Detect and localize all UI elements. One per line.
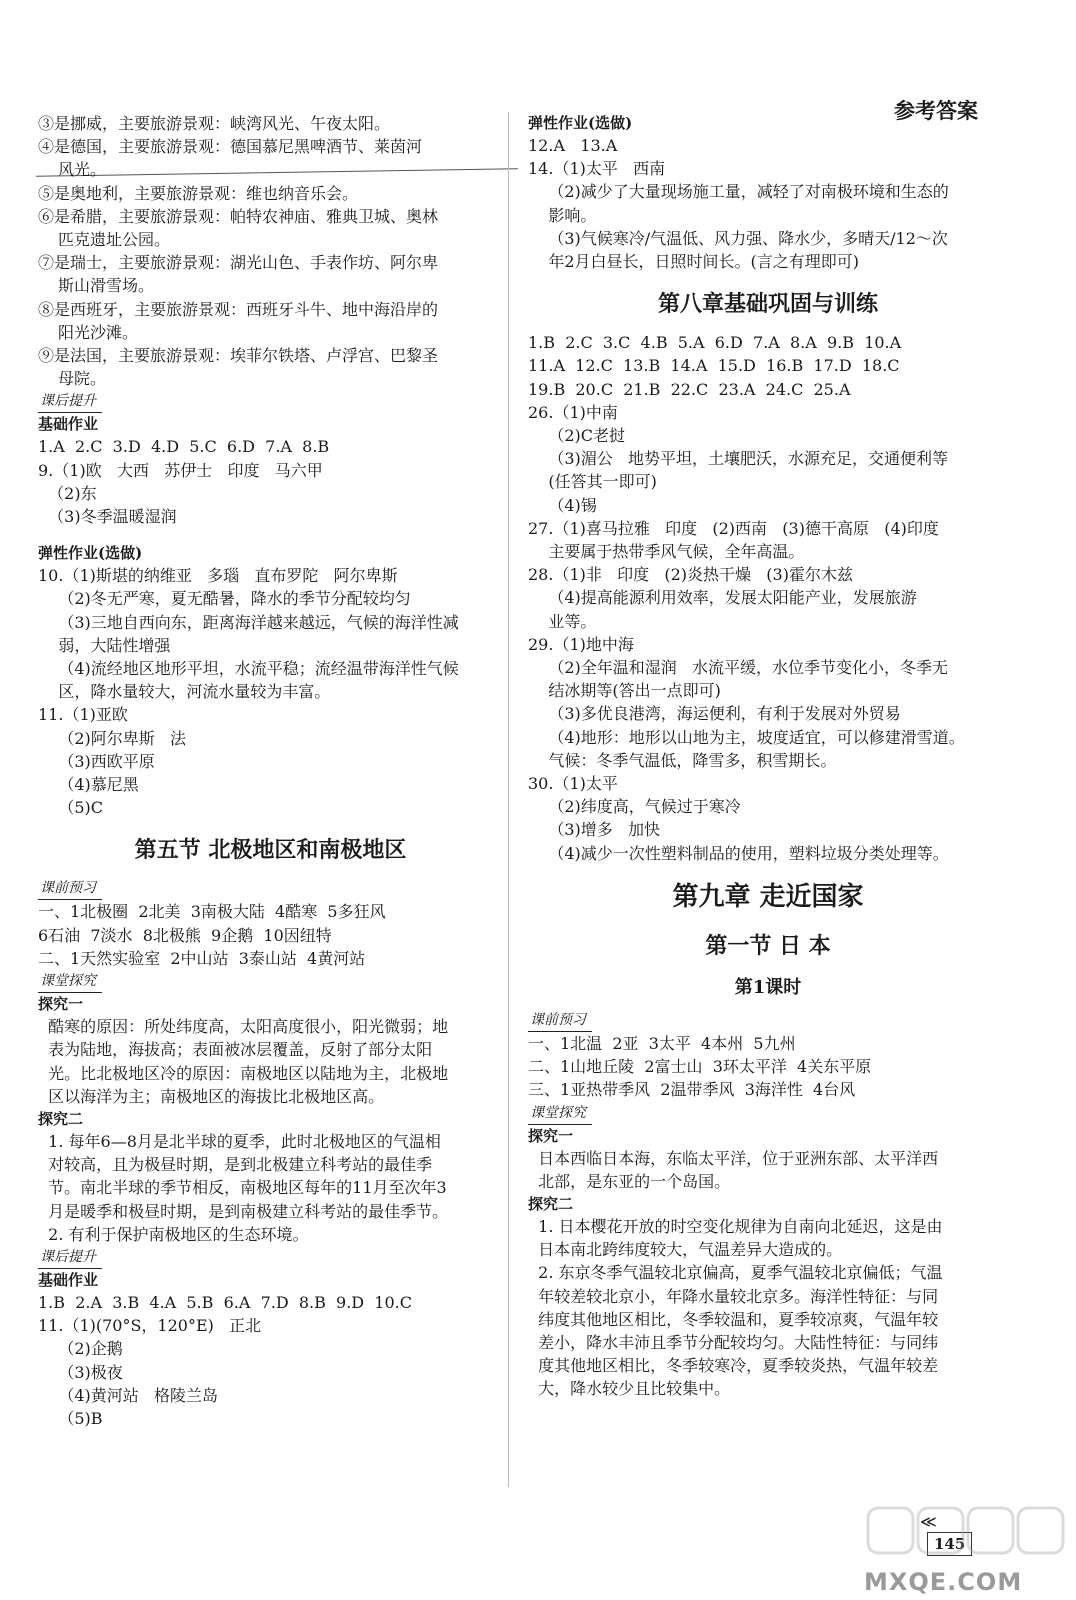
chapter-title: 第九章 走近国家 xyxy=(672,881,864,912)
subsection-label: 基础作业 xyxy=(38,415,99,434)
answer-line: 年2月白昼长，日照时间长。(言之有理即可) xyxy=(528,252,860,272)
answer-line: 母院。 xyxy=(58,369,107,389)
column-divider xyxy=(508,112,509,1487)
answer-line: （4)减少一次性塑料制品的使用，塑料垃圾分类处理等。 xyxy=(528,843,949,863)
answer-line: 30.（1)太平 xyxy=(528,774,618,794)
answer-line: 9.（1)欧 大西 苏伊士 印度 马六甲 xyxy=(38,460,323,480)
page-arrow-icon: ≪ xyxy=(920,1512,937,1531)
answer-line: （2)东 xyxy=(38,483,97,503)
answer-line: 11.（1)亚欧 xyxy=(38,705,128,725)
answer-line: 2. 有利于保护南极地区的生态环境。 xyxy=(38,1224,309,1244)
answer-line: ⑧是西班牙，主要旅游景观：西班牙斗牛、地中海沿岸的 xyxy=(38,299,439,319)
answer-line: 一、1北温 2亚 3太平 4本州 5九州 xyxy=(528,1033,796,1053)
section-stamp: 课前预习 xyxy=(528,1009,592,1032)
answer-line: 1. 日本樱花开放的时空变化规律为自南向北延迟，这是由 xyxy=(528,1216,943,1236)
answer-line: 11.A 12.C 13.B 14.A 15.D 16.B 17.D 18.C xyxy=(528,356,900,376)
subsection-label: 弹性作业(选做) xyxy=(38,544,143,563)
answer-line: （3)三地自西向东，距离海洋越来越远，气候的海洋性减 xyxy=(38,612,459,632)
lesson-title: 第1课时 xyxy=(734,976,802,998)
answer-line: 大，降水较少且比较集中。 xyxy=(528,1379,731,1399)
subsection-label: 探究一 xyxy=(38,995,84,1014)
answer-line: ⑦是瑞士，主要旅游景观：湖光山色、手表作坊、阿尔卑 xyxy=(38,253,439,273)
answer-line: （3)极夜 xyxy=(38,1362,123,1382)
answer-line: 28.（1)非 印度 (2)炎热干燥 (3)霍尔木兹 xyxy=(528,565,853,585)
answer-line: 匹克遗址公园。 xyxy=(58,230,171,250)
subsection-label: 弹性作业(选做) xyxy=(528,114,633,132)
section-stamp: 课后提升 xyxy=(38,1246,102,1269)
answer-line: 业等。 xyxy=(528,611,597,631)
answer-line: 二、1山地丘陵 2富士山 3环太平洋 4关东平原 xyxy=(528,1057,872,1077)
section-stamp: 课堂探究 xyxy=(38,970,102,993)
answer-line: 区，降水量较大，河流水量较为丰富。 xyxy=(38,682,331,702)
answer-line: （4)提高能源利用效率，发展太阳能产业，发展旅游 xyxy=(528,588,917,608)
answer-line: （4)慕尼黑 xyxy=(38,775,139,795)
watermark-text: MXQE.COM xyxy=(864,1568,1023,1596)
answer-line: （3)多优良港湾，海运便利，有利于发展对外贸易 xyxy=(528,704,901,724)
page-number: 145 xyxy=(927,1532,972,1556)
answer-line: 日本西临日本海，东临太平洋，位于亚洲东部、太平洋西 xyxy=(528,1148,939,1168)
answer-line: （4)流经地区地形平坦，水流平稳；流经温带海洋性气候 xyxy=(38,659,459,679)
answer-line: 1. 每年6—8月是北半球的夏季，此时北极地区的气温相 xyxy=(38,1131,441,1151)
answer-line: （2)全年温和湿润 水流平缓，水位季节变化小，冬季无 xyxy=(528,658,949,678)
answer-line: （2)C老挝 xyxy=(528,426,626,446)
answer-line: （2)减少了大量现场施工量，减轻了对南极环境和生态的 xyxy=(528,182,949,202)
answer-line: 1.A 2.C 3.D 4.D 5.C 6.D 7.A 8.B xyxy=(38,437,330,457)
subsection-label: 探究二 xyxy=(38,1109,84,1128)
answer-line: 光。比北极地区冷的原因：南极地区以陆地为主，北极地 xyxy=(38,1063,449,1083)
answer-line: （3)气候寒冷/气温低、风力强、降水少，多晴天/12～次 xyxy=(528,228,948,248)
answer-line: 弱，大陆性增强 xyxy=(38,635,171,655)
answer-line: 对较高，且为极昼时期，是到北极建立科考站的最佳季 xyxy=(38,1155,433,1175)
section-stamp: 课堂探究 xyxy=(528,1102,592,1125)
right-column xyxy=(528,112,1008,1401)
answer-line: （3)西欧平原 xyxy=(38,751,155,771)
answer-line: 14.（1)太平 西南 xyxy=(528,159,666,179)
answer-line: 年较差较北京小，年降水量较北京多。海洋性特征：与同 xyxy=(528,1286,939,1306)
answer-line: （4)地形：地形以山地为主，坡度适宜，可以修建滑雪道。 xyxy=(528,727,965,747)
answer-line: 差小，降水丰沛且季节分配较均匀。大陆性特征：与同纬 xyxy=(528,1332,939,1352)
answer-line: 北部，是东亚的一个岛国。 xyxy=(528,1171,731,1191)
answer-line: 12.A 13.A xyxy=(528,136,618,155)
answer-line: 一、1北极圈 2北美 3南极大陆 4酷寒 5多狂风 xyxy=(38,902,386,922)
answer-line: （3)冬季温暖湿润 xyxy=(38,507,177,527)
subsection-label: 探究一 xyxy=(528,1126,574,1145)
answer-block xyxy=(38,112,503,390)
answer-line: （2)企鹅 xyxy=(38,1339,123,1359)
answer-line: 10.（1)斯堪的纳维亚 多瑙 直布罗陀 阿尔卑斯 xyxy=(38,566,398,586)
answer-line: （5)B xyxy=(38,1408,103,1428)
answer-line: 三、1亚热带季风 2温带季风 3海洋性 4台风 xyxy=(528,1080,856,1100)
answer-line: 主要属于热带季风气候，全年高温。 xyxy=(528,542,805,562)
answer-line: 度其他地区相比，冬季较寒冷，夏季较炎热，气温年较差 xyxy=(528,1356,939,1376)
answer-line: （2)纬度高，气候过于寒冷 xyxy=(528,797,741,817)
answer-line: （4)锡 xyxy=(528,495,597,515)
answer-line: 纬度其他地区相比，冬季较温和，夏季较凉爽，气温年较 xyxy=(528,1309,939,1329)
left-column xyxy=(38,112,503,1430)
answer-line: ⑨是法国，主要旅游景观：埃菲尔铁塔、卢浮宫、巴黎圣 xyxy=(38,346,439,366)
answer-line: 二、1天然实验室 2中山站 3泰山站 4黄河站 xyxy=(38,948,366,968)
answer-line: ⑤是奥地利，主要旅游景观：维也纳音乐会。 xyxy=(38,183,359,203)
answer-line: 1.B 2.C 3.C 4.B 5.A 6.D 7.A 8.A 9.B 10.A xyxy=(528,333,902,353)
answer-line: ④是德国，主要旅游景观：德国慕尼黑啤酒节、莱茵河 xyxy=(38,137,423,157)
section-title: 第一节 日 本 xyxy=(705,932,831,959)
answer-line: 日本南北跨纬度较大，气温差异大造成的。 xyxy=(528,1240,843,1260)
section-stamp: 课后提升 xyxy=(38,390,102,413)
answer-line: （3)湄公 地势平坦，土壤肥沃，水源充足，交通便利等 xyxy=(528,449,949,469)
answer-line: 影响。 xyxy=(528,205,597,225)
answer-line: （4)黄河站 格陵兰岛 xyxy=(38,1385,219,1405)
answer-line: 气候：冬季气温低，降雪多，积雪期长。 xyxy=(528,750,837,770)
answer-line: 19.B 20.C 21.B 22.C 23.A 24.C 25.A xyxy=(528,379,851,399)
subsection-label: 探究二 xyxy=(528,1194,574,1213)
chapter-review-title: 第八章基础巩固与训练 xyxy=(657,291,878,318)
page-header: 参考答案 xyxy=(894,98,978,123)
answer-line: 表为陆地，海拔高；表面被冰层覆盖，反射了部分太阳 xyxy=(38,1040,433,1060)
answer-line: （2)冬无严寒，夏无酷暑，降水的季节分配较均匀 xyxy=(38,589,411,609)
answer-line: 11.（1)(70°S，120°E) 正北 xyxy=(38,1316,262,1336)
section-stamp: 课前预习 xyxy=(38,877,102,900)
answer-line: 阳光沙滩。 xyxy=(58,322,139,342)
answer-line: 酷寒的原因：所处纬度高，太阳高度很小，阳光微弱；地 xyxy=(38,1017,449,1037)
answer-line: 节。南北半球的季节相反，南极地区每年的11月至次年3 xyxy=(38,1178,447,1198)
answer-line: （3)增多 加快 xyxy=(528,820,661,840)
answer-line: 26.（1)中南 xyxy=(528,402,618,422)
answer-line: （2)阿尔卑斯 法 xyxy=(38,728,187,748)
answer-line: ③是挪威，主要旅游景观：峡湾风光、午夜太阳。 xyxy=(38,114,391,133)
answer-line: 斯山滑雪场。 xyxy=(58,276,155,296)
answer-line: 1.B 2.A 3.B 4.A 5.B 6.A 7.D 8.B 9.D 10.C xyxy=(38,1292,412,1312)
answer-line: 月是暖季和极昼时期，是到南极建立科考站的最佳季节。 xyxy=(38,1201,449,1221)
answer-line: 27.（1)喜马拉雅 印度 (2)西南 (3)德干高原 (4)印度 xyxy=(528,518,939,538)
answer-line: （5)C xyxy=(38,798,104,818)
answer-line: 6石油 7淡水 8北极熊 9企鹅 10因纽特 xyxy=(38,925,332,945)
answer-line: 29.（1)地中海 xyxy=(528,634,634,654)
section-title: 第五节 北极地区和南极地区 xyxy=(134,837,407,864)
answer-line: 风光。 xyxy=(58,160,107,180)
answer-line: (任答其一即可) xyxy=(528,472,657,492)
answer-line: ⑥是希腊，主要旅游景观：帕特农神庙、雅典卫城、奥林 xyxy=(38,206,439,226)
answer-line: 结冰期等(答出一点即可) xyxy=(528,681,721,701)
subsection-label: 基础作业 xyxy=(38,1270,99,1289)
answer-line: 2. 东京冬季气温较北京偏高，夏季气温较北京偏低；气温 xyxy=(528,1263,943,1283)
answer-line: 区以海洋为主；南极地区的海拔比北极地区高。 xyxy=(38,1086,385,1106)
